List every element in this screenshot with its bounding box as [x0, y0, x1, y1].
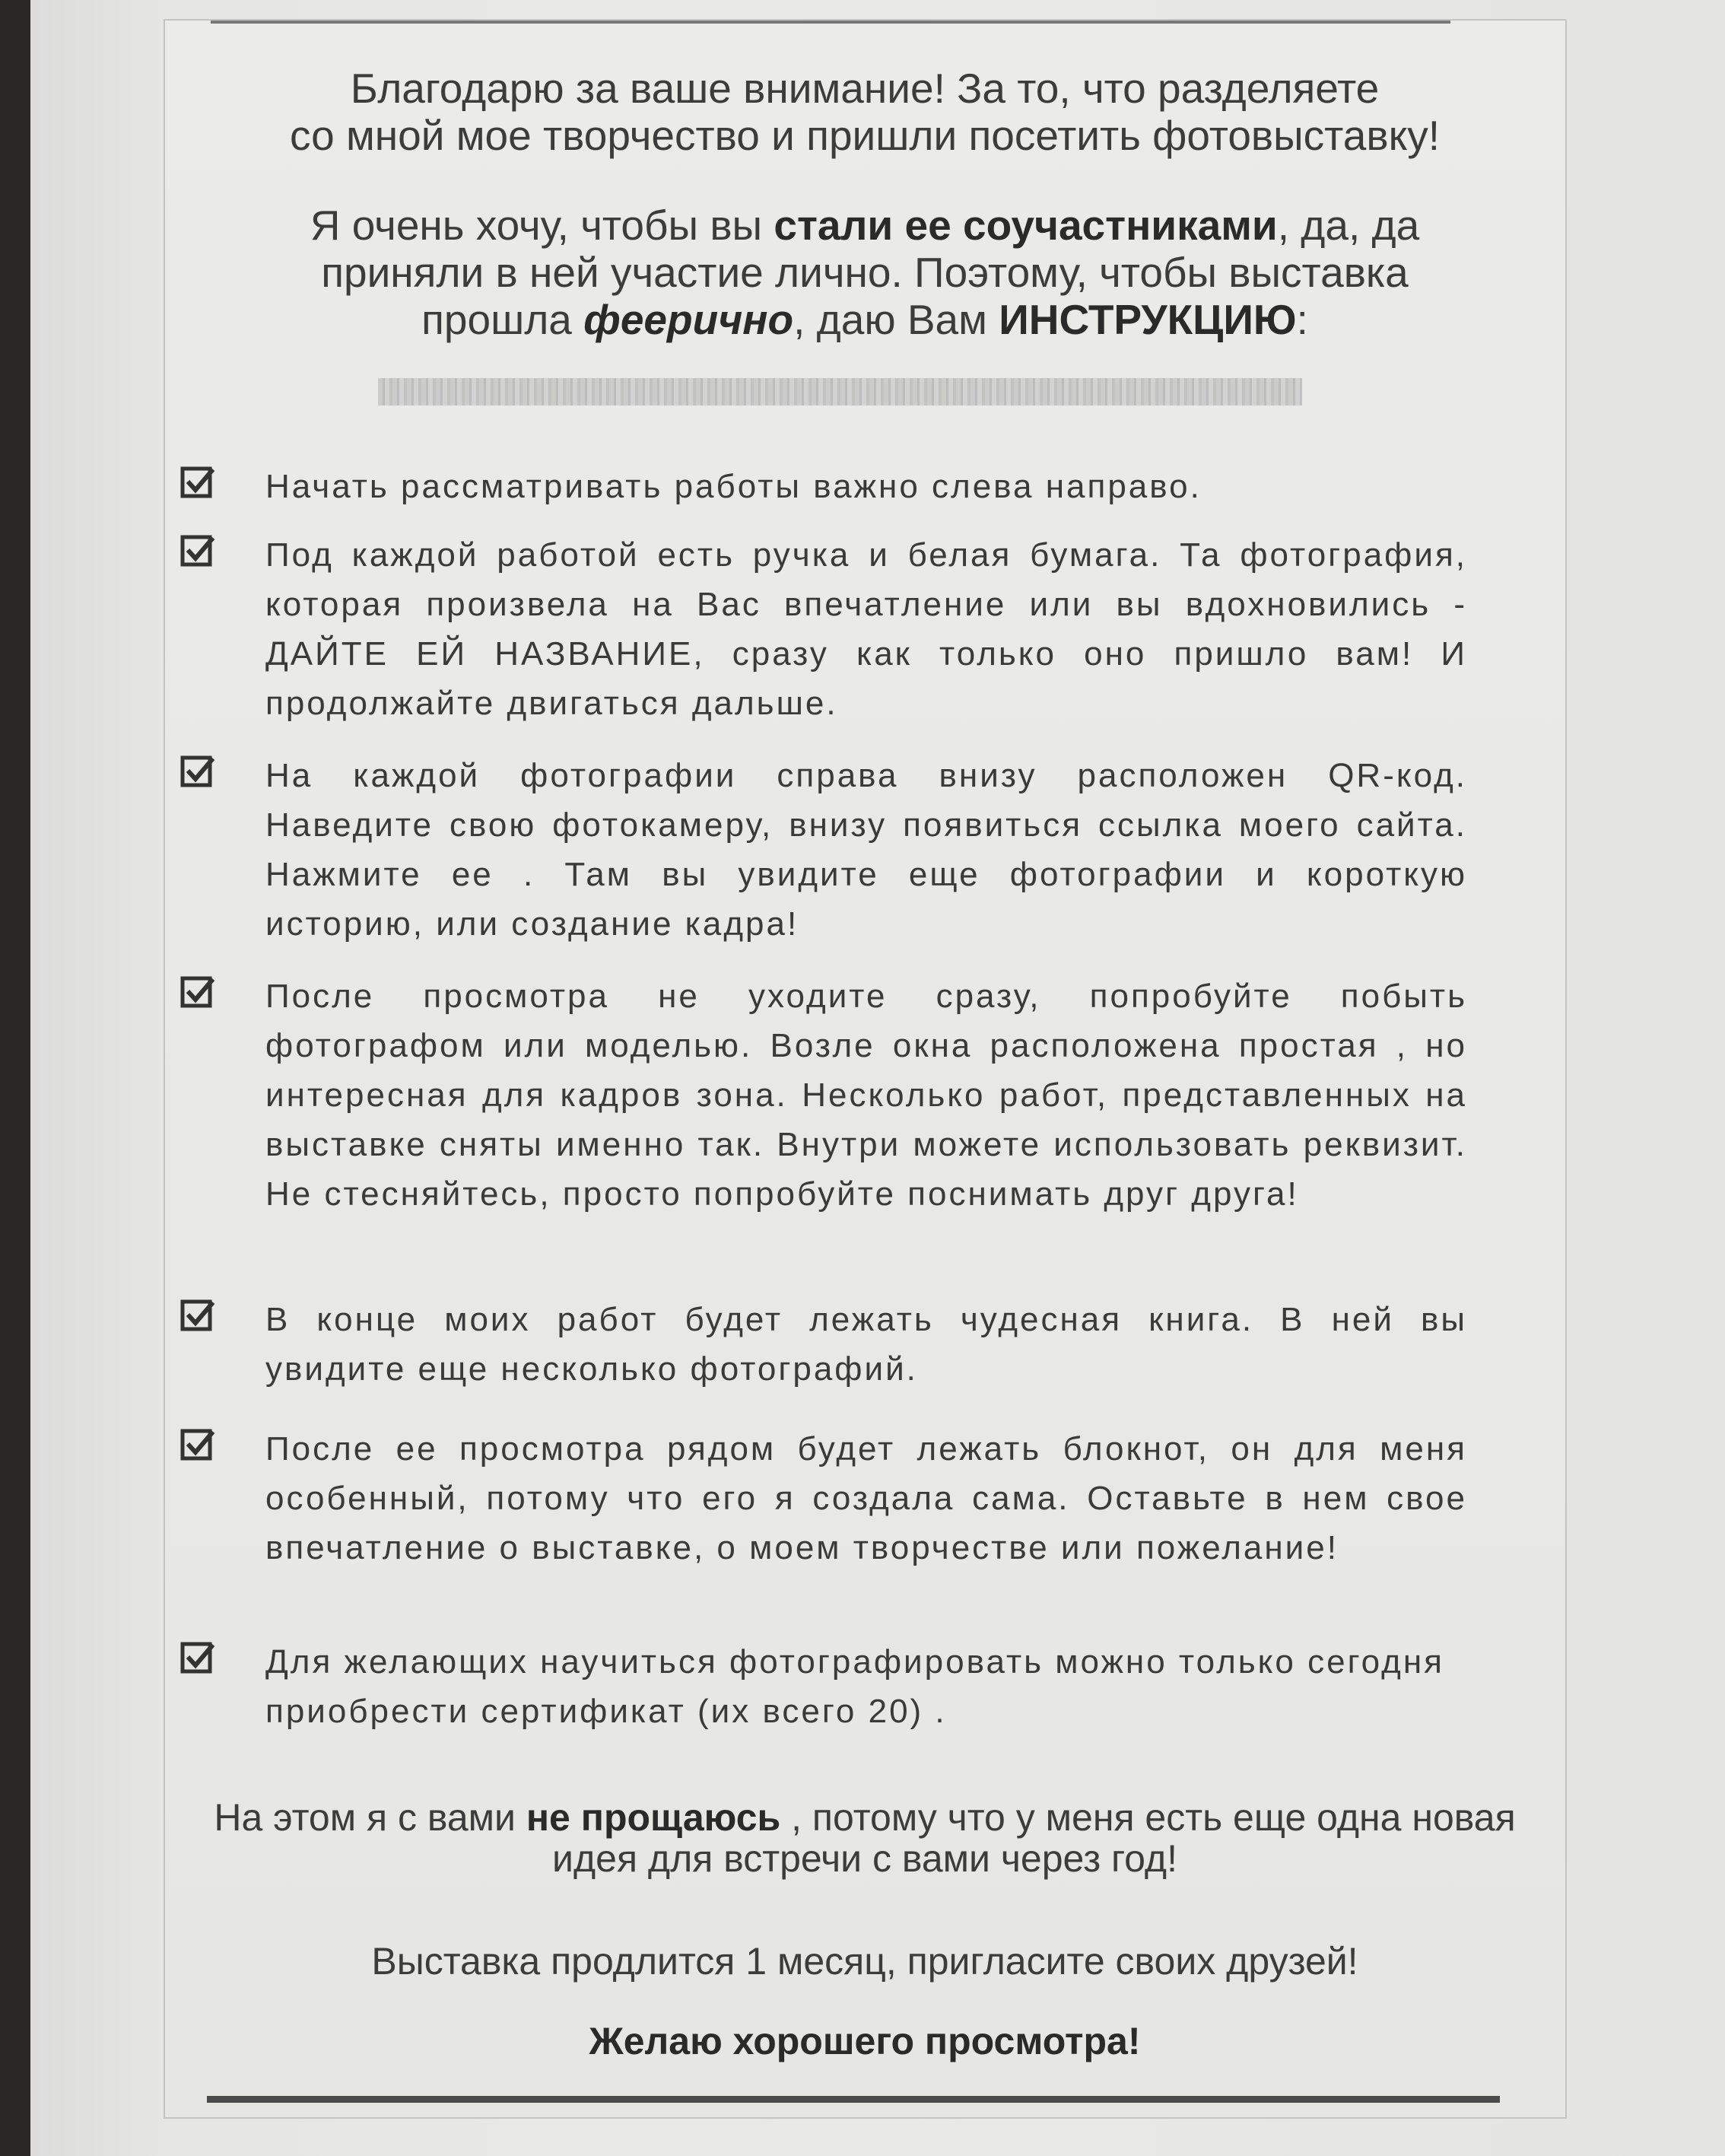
instruction-item-6	[180, 1424, 1553, 1576]
instruction-text-7: Для желающих научиться фотографировать можно только сегодня приобрести сертификат (их всего 20) .	[265, 1643, 1444, 1730]
intro-paragraph	[180, 65, 1549, 159]
top-rule	[211, 21, 1450, 24]
instruction-text-1: Начать рассматривать работы важно слева направо.	[265, 468, 1202, 505]
flyer-sheet	[164, 19, 1567, 2119]
farewell-paragraph	[203, 1797, 1526, 1879]
invite-paragraph	[294, 202, 1435, 343]
paper-background	[30, 0, 1725, 2156]
checked-box-icon	[180, 533, 215, 568]
farewell-text-2: , потому что у меня есть еще одна новая идея для встречи с вами через год!	[552, 1796, 1516, 1880]
checked-box-icon	[180, 1640, 215, 1675]
instruction-text-2: Под каждой работой есть ручка и белая бумага. Та фотография, которая произвела на Вас впечатление или вы вдохновились - ДАЙТЕ ЕЙ НАЗВАНИЕ, сразу как только оно пришло вам! И продолжайте двигаться дальше.	[265, 536, 1467, 722]
invite-text-2: , да, да приняли в ней участие лично. Поэтому, чтобы выставка прошла	[321, 202, 1420, 343]
instruction-text-6: После ее просмотра рядом будет лежать блокнот, он для меня особенный, потому что его я создала сама. Оставьте в нем свое впечатление о выставке, о моем творчестве или пожелание!	[265, 1430, 1467, 1566]
invite-text-3: , даю Вам	[793, 296, 999, 343]
instruction-item-2	[180, 530, 1553, 722]
instruction-text-5: В конце моих работ будет лежать чудесная книга. В ней вы увидите еще несколько фотографий.	[265, 1301, 1467, 1388]
checked-box-icon	[180, 1427, 215, 1462]
invite-text-1: Я очень хочу, чтобы вы	[310, 202, 774, 249]
checked-box-icon	[180, 754, 215, 789]
farewell-bold: не прощаюсь	[526, 1796, 781, 1839]
invite-bold-participants: стали ее соучастниками	[774, 202, 1278, 249]
instruction-item-3	[180, 751, 1553, 943]
checked-box-icon	[180, 465, 215, 500]
invite-bold-feerichno: феерично	[583, 296, 794, 343]
instruction-text-4: После просмотра не уходите сразу, попробуйте побыть фотографом или моделью. Возле окна расположена простая , но интересная для кадров зона. Несколько работ, представленных на выставке сняты именно так. Внутри можете использовать реквизит. Не стесняйтесь, просто попробуйте поснимать друг друга!	[265, 978, 1467, 1213]
checked-box-icon	[180, 1298, 215, 1333]
instruction-item-7	[180, 1637, 1553, 1789]
invite-text-4: :	[1296, 296, 1308, 343]
duration-text: Выставка продлится 1 месяц, пригласите своих друзей!	[371, 1940, 1358, 1983]
intro-line-1: Благодарю за ваше внимание! За то, что разделяете	[350, 65, 1380, 112]
bottom-rule	[207, 2096, 1500, 2103]
farewell-text-1: На этом я с вами	[214, 1796, 526, 1839]
instruction-item-4	[180, 971, 1553, 1213]
checked-box-icon	[180, 975, 215, 1010]
redacted-line	[378, 378, 1302, 405]
instruction-text-3: На каждой фотографии справа внизу расположен QR-код. Наведите свою фотокамеру, внизу появиться ссылка моего сайта. Нажмите ее . Там вы увидите еще фотографии и короткую историю, или создание кадра!	[265, 757, 1467, 943]
intro-line-2: со мной мое творчество и пришли посетить фотовыставку!	[289, 112, 1441, 159]
invite-bold-instruction: ИНСТРУКЦИЮ	[999, 296, 1297, 343]
closing-text: Желаю хорошего просмотра!	[589, 2020, 1141, 2062]
